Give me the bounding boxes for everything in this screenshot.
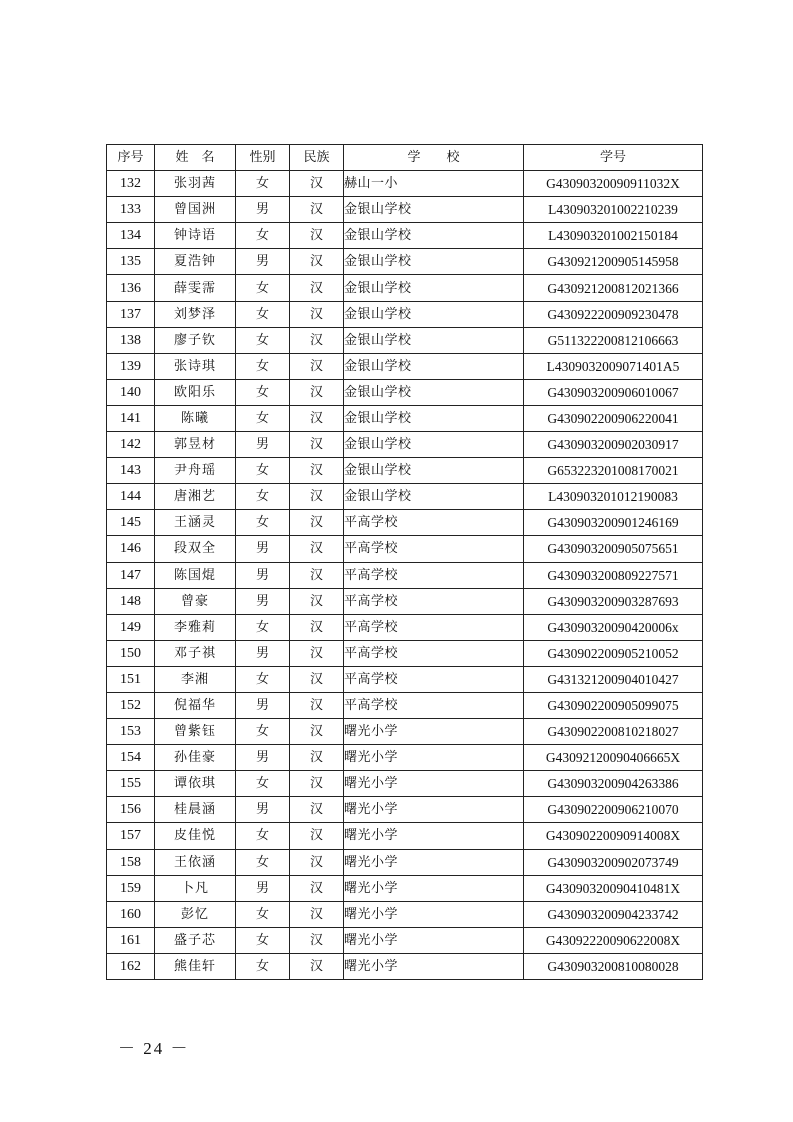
cell-name: 薛雯霈 <box>155 275 236 301</box>
cell-serial-number: 132 <box>107 171 155 197</box>
cell-student-id: G653223201008170021 <box>524 458 703 484</box>
table-row <box>107 249 703 275</box>
cell-gender: 女 <box>236 901 290 927</box>
cell-name: 曾紫钰 <box>155 719 236 745</box>
cell-name: 王依涵 <box>155 849 236 875</box>
cell-name: 李湘 <box>155 666 236 692</box>
table-row <box>107 875 703 901</box>
cell-student-id: G430921200905145958 <box>524 249 703 275</box>
cell-student-id: G430903200902030917 <box>524 432 703 458</box>
cell-student-id: G43090320090911032X <box>524 171 703 197</box>
cell-school: 金银山学校 <box>344 353 524 379</box>
cell-school: 金银山学校 <box>344 432 524 458</box>
cell-gender: 男 <box>236 797 290 823</box>
cell-student-id: G511322200812106663 <box>524 327 703 353</box>
cell-gender: 女 <box>236 927 290 953</box>
cell-gender: 男 <box>236 588 290 614</box>
cell-ethnicity: 汉 <box>290 484 344 510</box>
cell-serial-number: 157 <box>107 823 155 849</box>
cell-ethnicity: 汉 <box>290 875 344 901</box>
cell-school: 曙光小学 <box>344 953 524 979</box>
cell-gender: 男 <box>236 562 290 588</box>
cell-gender: 女 <box>236 379 290 405</box>
cell-gender: 女 <box>236 666 290 692</box>
cell-school: 曙光小学 <box>344 849 524 875</box>
table-row <box>107 171 703 197</box>
table-header-row <box>107 145 703 171</box>
cell-ethnicity: 汉 <box>290 379 344 405</box>
cell-ethnicity: 汉 <box>290 197 344 223</box>
cell-name: 邓子祺 <box>155 640 236 666</box>
cell-ethnicity: 汉 <box>290 797 344 823</box>
table-row <box>107 901 703 927</box>
cell-student-id: G430903200809227571 <box>524 562 703 588</box>
cell-gender: 女 <box>236 223 290 249</box>
cell-gender: 女 <box>236 953 290 979</box>
cell-gender: 女 <box>236 510 290 536</box>
table-row <box>107 379 703 405</box>
cell-student-id: G430922200909230478 <box>524 301 703 327</box>
cell-serial-number: 155 <box>107 771 155 797</box>
cell-serial-number: 141 <box>107 405 155 431</box>
table-row <box>107 588 703 614</box>
cell-student-id: G430903200810080028 <box>524 953 703 979</box>
cell-name: 熊佳轩 <box>155 953 236 979</box>
table-row <box>107 484 703 510</box>
cell-name: 桂晨涵 <box>155 797 236 823</box>
cell-ethnicity: 汉 <box>290 223 344 249</box>
cell-serial-number: 134 <box>107 223 155 249</box>
cell-school: 赫山一小 <box>344 171 524 197</box>
cell-name: 陈曦 <box>155 405 236 431</box>
cell-student-id: G43090220090914008X <box>524 823 703 849</box>
cell-name: 李雅莉 <box>155 614 236 640</box>
cell-name: 张诗琪 <box>155 353 236 379</box>
cell-school: 平高学校 <box>344 562 524 588</box>
table-row <box>107 719 703 745</box>
cell-school: 平高学校 <box>344 588 524 614</box>
cell-student-id: L430903201002150184 <box>524 223 703 249</box>
cell-name: 钟诗语 <box>155 223 236 249</box>
cell-serial-number: 143 <box>107 458 155 484</box>
table-row <box>107 510 703 536</box>
cell-serial-number: 140 <box>107 379 155 405</box>
cell-gender: 女 <box>236 719 290 745</box>
cell-gender: 女 <box>236 353 290 379</box>
cell-school: 金银山学校 <box>344 249 524 275</box>
cell-school: 金银山学校 <box>344 275 524 301</box>
table-row <box>107 640 703 666</box>
table-row <box>107 536 703 562</box>
cell-name: 廖子钦 <box>155 327 236 353</box>
cell-student-id: G430902200905210052 <box>524 640 703 666</box>
cell-school: 平高学校 <box>344 510 524 536</box>
cell-name: 欧阳乐 <box>155 379 236 405</box>
cell-serial-number: 142 <box>107 432 155 458</box>
cell-name: 段双全 <box>155 536 236 562</box>
cell-gender: 女 <box>236 458 290 484</box>
table-row <box>107 927 703 953</box>
cell-gender: 女 <box>236 327 290 353</box>
cell-ethnicity: 汉 <box>290 666 344 692</box>
cell-serial-number: 145 <box>107 510 155 536</box>
cell-student-id: G43092120090406665X <box>524 745 703 771</box>
cell-gender: 女 <box>236 823 290 849</box>
cell-school: 金银山学校 <box>344 197 524 223</box>
cell-serial-number: 161 <box>107 927 155 953</box>
cell-gender: 女 <box>236 275 290 301</box>
cell-ethnicity: 汉 <box>290 927 344 953</box>
cell-ethnicity: 汉 <box>290 327 344 353</box>
cell-school: 平高学校 <box>344 692 524 718</box>
cell-school: 曙光小学 <box>344 719 524 745</box>
header-student-id: 学号 <box>524 145 703 171</box>
cell-serial-number: 162 <box>107 953 155 979</box>
cell-ethnicity: 汉 <box>290 640 344 666</box>
cell-ethnicity: 汉 <box>290 275 344 301</box>
cell-ethnicity: 汉 <box>290 771 344 797</box>
cell-ethnicity: 汉 <box>290 901 344 927</box>
cell-school: 平高学校 <box>344 536 524 562</box>
cell-school: 曙光小学 <box>344 797 524 823</box>
cell-ethnicity: 汉 <box>290 510 344 536</box>
cell-school: 金银山学校 <box>344 458 524 484</box>
cell-serial-number: 149 <box>107 614 155 640</box>
cell-school: 金银山学校 <box>344 405 524 431</box>
cell-name: 刘梦泽 <box>155 301 236 327</box>
cell-ethnicity: 汉 <box>290 171 344 197</box>
table-body <box>107 171 703 980</box>
cell-name: 谭依琪 <box>155 771 236 797</box>
cell-name: 张羽茜 <box>155 171 236 197</box>
cell-ethnicity: 汉 <box>290 849 344 875</box>
cell-student-id: G43092220090622008X <box>524 927 703 953</box>
cell-student-id: G43090320090420006x <box>524 614 703 640</box>
cell-serial-number: 156 <box>107 797 155 823</box>
cell-serial-number: 158 <box>107 849 155 875</box>
cell-serial-number: 159 <box>107 875 155 901</box>
cell-name: 陈国焜 <box>155 562 236 588</box>
cell-student-id: G430903200904233742 <box>524 901 703 927</box>
cell-student-id: G430903200906010067 <box>524 379 703 405</box>
cell-serial-number: 138 <box>107 327 155 353</box>
table-row <box>107 953 703 979</box>
cell-student-id: G430903200904263386 <box>524 771 703 797</box>
cell-gender: 男 <box>236 197 290 223</box>
cell-serial-number: 136 <box>107 275 155 301</box>
cell-school: 金银山学校 <box>344 327 524 353</box>
cell-student-id: G43090320090410481X <box>524 875 703 901</box>
table-row <box>107 301 703 327</box>
cell-gender: 女 <box>236 301 290 327</box>
table-row <box>107 458 703 484</box>
cell-school: 曙光小学 <box>344 875 524 901</box>
cell-name: 盛子芯 <box>155 927 236 953</box>
table-row <box>107 327 703 353</box>
header-ethnicity: 民族 <box>290 145 344 171</box>
cell-name: 曾豪 <box>155 588 236 614</box>
table-row <box>107 353 703 379</box>
cell-gender: 女 <box>236 171 290 197</box>
cell-ethnicity: 汉 <box>290 458 344 484</box>
cell-school: 曙光小学 <box>344 927 524 953</box>
cell-serial-number: 139 <box>107 353 155 379</box>
cell-school: 平高学校 <box>344 614 524 640</box>
cell-name: 彭忆 <box>155 901 236 927</box>
cell-ethnicity: 汉 <box>290 536 344 562</box>
cell-school: 平高学校 <box>344 640 524 666</box>
cell-serial-number: 150 <box>107 640 155 666</box>
cell-name: 孙佳豪 <box>155 745 236 771</box>
cell-ethnicity: 汉 <box>290 405 344 431</box>
table-row <box>107 849 703 875</box>
cell-school: 曙光小学 <box>344 823 524 849</box>
table-row <box>107 405 703 431</box>
cell-name: 尹舟瑶 <box>155 458 236 484</box>
cell-student-id: G430902200905099075 <box>524 692 703 718</box>
cell-student-id: L430903201002210239 <box>524 197 703 223</box>
cell-student-id: L4309032009071401A5 <box>524 353 703 379</box>
cell-serial-number: 148 <box>107 588 155 614</box>
table-row <box>107 692 703 718</box>
cell-name: 倪福华 <box>155 692 236 718</box>
cell-gender: 男 <box>236 536 290 562</box>
cell-gender: 男 <box>236 640 290 666</box>
cell-gender: 女 <box>236 849 290 875</box>
cell-ethnicity: 汉 <box>290 614 344 640</box>
cell-student-id: G430903200903287693 <box>524 588 703 614</box>
cell-school: 金银山学校 <box>344 301 524 327</box>
table-row <box>107 797 703 823</box>
cell-serial-number: 151 <box>107 666 155 692</box>
cell-serial-number: 144 <box>107 484 155 510</box>
cell-gender: 女 <box>236 405 290 431</box>
cell-school: 金银山学校 <box>344 223 524 249</box>
page-number: － 24 － <box>118 1039 190 1058</box>
cell-ethnicity: 汉 <box>290 249 344 275</box>
cell-name: 曾国洲 <box>155 197 236 223</box>
cell-serial-number: 153 <box>107 719 155 745</box>
table-row <box>107 823 703 849</box>
cell-ethnicity: 汉 <box>290 719 344 745</box>
cell-student-id: G430903200901246169 <box>524 510 703 536</box>
cell-student-id: G430903200902073749 <box>524 849 703 875</box>
cell-student-id: L430903201012190083 <box>524 484 703 510</box>
table-row <box>107 614 703 640</box>
cell-name: 皮佳悦 <box>155 823 236 849</box>
cell-gender: 女 <box>236 771 290 797</box>
cell-serial-number: 160 <box>107 901 155 927</box>
cell-school: 曙光小学 <box>344 901 524 927</box>
cell-serial-number: 146 <box>107 536 155 562</box>
cell-gender: 男 <box>236 875 290 901</box>
student-roster-table <box>106 144 703 980</box>
cell-ethnicity: 汉 <box>290 745 344 771</box>
header-serial-number: 序号 <box>107 145 155 171</box>
header-name: 姓 名 <box>155 145 236 171</box>
cell-student-id: G430902200906220041 <box>524 405 703 431</box>
cell-serial-number: 147 <box>107 562 155 588</box>
cell-serial-number: 133 <box>107 197 155 223</box>
cell-ethnicity: 汉 <box>290 353 344 379</box>
table-row <box>107 432 703 458</box>
cell-gender: 男 <box>236 249 290 275</box>
cell-student-id: G431321200904010427 <box>524 666 703 692</box>
cell-student-id: G430902200810218027 <box>524 719 703 745</box>
table-row <box>107 666 703 692</box>
cell-ethnicity: 汉 <box>290 588 344 614</box>
cell-school: 曙光小学 <box>344 771 524 797</box>
cell-school: 金银山学校 <box>344 484 524 510</box>
table-row <box>107 562 703 588</box>
table-row <box>107 223 703 249</box>
cell-name: 唐湘艺 <box>155 484 236 510</box>
cell-student-id: G430902200906210070 <box>524 797 703 823</box>
cell-gender: 女 <box>236 484 290 510</box>
cell-ethnicity: 汉 <box>290 692 344 718</box>
cell-serial-number: 154 <box>107 745 155 771</box>
cell-student-id: G430921200812021366 <box>524 275 703 301</box>
cell-school: 曙光小学 <box>344 745 524 771</box>
table-row <box>107 197 703 223</box>
cell-name: 卜凡 <box>155 875 236 901</box>
cell-ethnicity: 汉 <box>290 823 344 849</box>
cell-name: 王涵灵 <box>155 510 236 536</box>
cell-ethnicity: 汉 <box>290 953 344 979</box>
cell-serial-number: 135 <box>107 249 155 275</box>
cell-gender: 男 <box>236 432 290 458</box>
cell-gender: 女 <box>236 614 290 640</box>
cell-gender: 男 <box>236 692 290 718</box>
cell-serial-number: 152 <box>107 692 155 718</box>
cell-ethnicity: 汉 <box>290 301 344 327</box>
header-gender: 性别 <box>236 145 290 171</box>
cell-ethnicity: 汉 <box>290 562 344 588</box>
cell-name: 郭昱材 <box>155 432 236 458</box>
cell-name: 夏浩钟 <box>155 249 236 275</box>
cell-ethnicity: 汉 <box>290 432 344 458</box>
table-row <box>107 745 703 771</box>
header-school: 学 校 <box>344 145 524 171</box>
cell-school: 平高学校 <box>344 666 524 692</box>
cell-school: 金银山学校 <box>344 379 524 405</box>
cell-gender: 男 <box>236 745 290 771</box>
table-row <box>107 771 703 797</box>
table-row <box>107 275 703 301</box>
cell-student-id: G430903200905075651 <box>524 536 703 562</box>
cell-serial-number: 137 <box>107 301 155 327</box>
